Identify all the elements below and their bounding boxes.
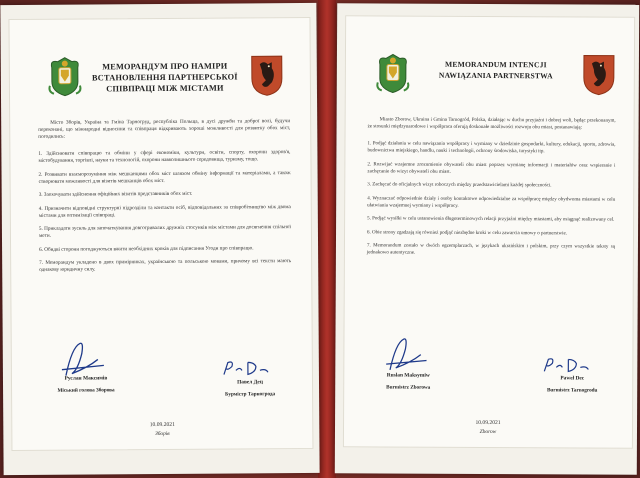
document-polish xyxy=(343,15,635,449)
clause: 4. Призначити відповідні структурні підрозділи та контакти осіб, відповідальних за співробітництво між двома містами для оптимізації співпраці. xyxy=(38,203,291,219)
signer-role: Міський голова Зборова xyxy=(57,387,115,394)
document-date: 10.09.2021 xyxy=(475,419,501,427)
document-title: MEMORANDUM INTENCJI NAWIĄZANIA PARTNERSTWA xyxy=(438,59,553,81)
signer-name: Paweł Dec xyxy=(560,375,585,382)
signature-mark-2 xyxy=(540,355,596,375)
signer-ukraine xyxy=(358,372,458,391)
signer-role: Burmistrz Zborowa xyxy=(386,384,431,391)
signer-name: Руслан Максимів xyxy=(64,375,108,382)
clause: 3. Zachęcać do oficjalnych wizyt roboczych między przedstawicielami każdej społeczności. xyxy=(367,182,552,189)
signature-mark-1 xyxy=(58,339,108,379)
clause: 1. Podjąć działania w celu nawiązania współpracy i wymiany w dziedzinie gospodarki, kultury, edukacji, sportu, zdrowia, budownictwa miejskiego, handlu, nauki i technologii, ochrony środowiska, turystyki itp. xyxy=(367,141,616,155)
signer-name: Павел Дец xyxy=(237,379,263,386)
zboriv-crest-icon xyxy=(48,56,82,98)
intro-paragraph: Місто Зборів, Україна та Гміна Тарногруд, республіка Польща, в дусі дружби та доброї волі, будучи переконані, що міжнародні відносини та співпраця відкривають хороші можливості для розвитку обох міст, погодились: xyxy=(38,118,291,140)
signature-area xyxy=(344,344,632,416)
signer-poland xyxy=(522,375,622,394)
signature-mark-1 xyxy=(382,334,430,374)
document-header xyxy=(10,54,310,108)
clause: 6. Obie strony zgadzają się również podjąć niezbędne kroki w celu zawarcia umowy o partnerstwie. xyxy=(367,229,567,236)
signer-role: Бурмістр Тарногрода xyxy=(225,391,276,398)
folder-right xyxy=(335,3,639,475)
document-title: МЕМОРАНДУМ ПРО НАМІРИ ВСТАНОВЛЕННЯ ПАРТНЕРСЬКОЇ СПІВПРАЦІ МІЖ МІСТАМИ xyxy=(91,61,238,94)
clause: 4. Wyznaczać odpowiednie działy i osoby kontaktowe odpowiedzialne za współpracę między obydwoma miastami w celu ułatwiania wzajemnej wymiany i współpracy. xyxy=(367,195,616,209)
signature-area xyxy=(12,346,312,418)
intro-paragraph: Miasto Zborow, Ukraina i Gmina Tarnogród, Polska, działając w duchu przyjaźni i dobrej woli, będąc przekonanym, że stosunki międzynarodowe i współpraca oferują doskonałe możliwości rozwoju obu miast, postanawiają: xyxy=(367,117,616,131)
clause: 3. Заохочувати здійснення офіційних візитів представників обох міст. xyxy=(38,190,193,198)
document-ukrainian xyxy=(8,17,313,451)
document-header xyxy=(346,52,634,106)
document-place: Zborow xyxy=(479,428,497,436)
signer-poland xyxy=(200,379,300,398)
clause: 6. Обидві сторони погоджуються вжити необхідних кроків для підписання Угоди про співпрацю. xyxy=(39,244,254,253)
tarnogrod-crest-icon xyxy=(582,53,616,95)
zboriv-crest-icon xyxy=(376,52,410,94)
document-place: Зборів xyxy=(155,430,170,438)
document-body xyxy=(367,116,616,264)
tarnogrod-crest-icon xyxy=(250,54,284,96)
clause: 2. Розвивати взаєморозуміння між мешканцями обох міст шляхом обміну інформації та матеріалами, а також створювати можливості для візитів мешканців обох міст. xyxy=(38,169,291,185)
signature-mark-2 xyxy=(220,358,276,378)
dateline xyxy=(12,420,312,440)
folder-spine xyxy=(318,0,336,478)
clause: 5. Прикладати зусиль для започаткування довготривалих дружніх стосунків між містами для досягнення спільної мети. xyxy=(38,224,291,239)
signer-role: Burmistrz Tarnogrodu xyxy=(546,387,598,394)
dateline xyxy=(344,418,632,438)
clause: 1. Здійснювати співпрацю та обміни у сфері економіки, культури, освіти, спорту, охорони здоров'я, містобудування, торгівлі, науки та технологій, охорони навколишнього середовища, туризму, тощо. xyxy=(38,149,291,164)
signer-name: Ruslan Maksymiw xyxy=(386,372,430,379)
document-date: 10.09.2021 xyxy=(149,421,175,429)
clause: 5. Podjąć wysiłki w celu ustanowienia długoterminowych relacji przyjaźni między miastami, aby osiągnąć realizowany cel. xyxy=(367,216,615,223)
signer-ukraine xyxy=(36,375,136,394)
clause: 2. Rozwijać wzajemne zrozumienie obywateli obu miast poprzez wymianę informacji i materiałów oraz wspieranie i zachęcanie do wizyt obywateli obu miast. xyxy=(367,161,616,175)
clause: 7. Memorandum zostało w dwóch egzemplarzach, w językach ukraińskim i polskim, przy czym wszystkie teksty są jednakowo autentyczne. xyxy=(366,243,615,256)
folder-left xyxy=(0,3,319,475)
document-body xyxy=(38,118,291,280)
clause: 7. Меморандум укладено в двох примірниках, українською та польською мовами, причому всі тексти мають однакову юридичну силу. xyxy=(39,258,292,273)
